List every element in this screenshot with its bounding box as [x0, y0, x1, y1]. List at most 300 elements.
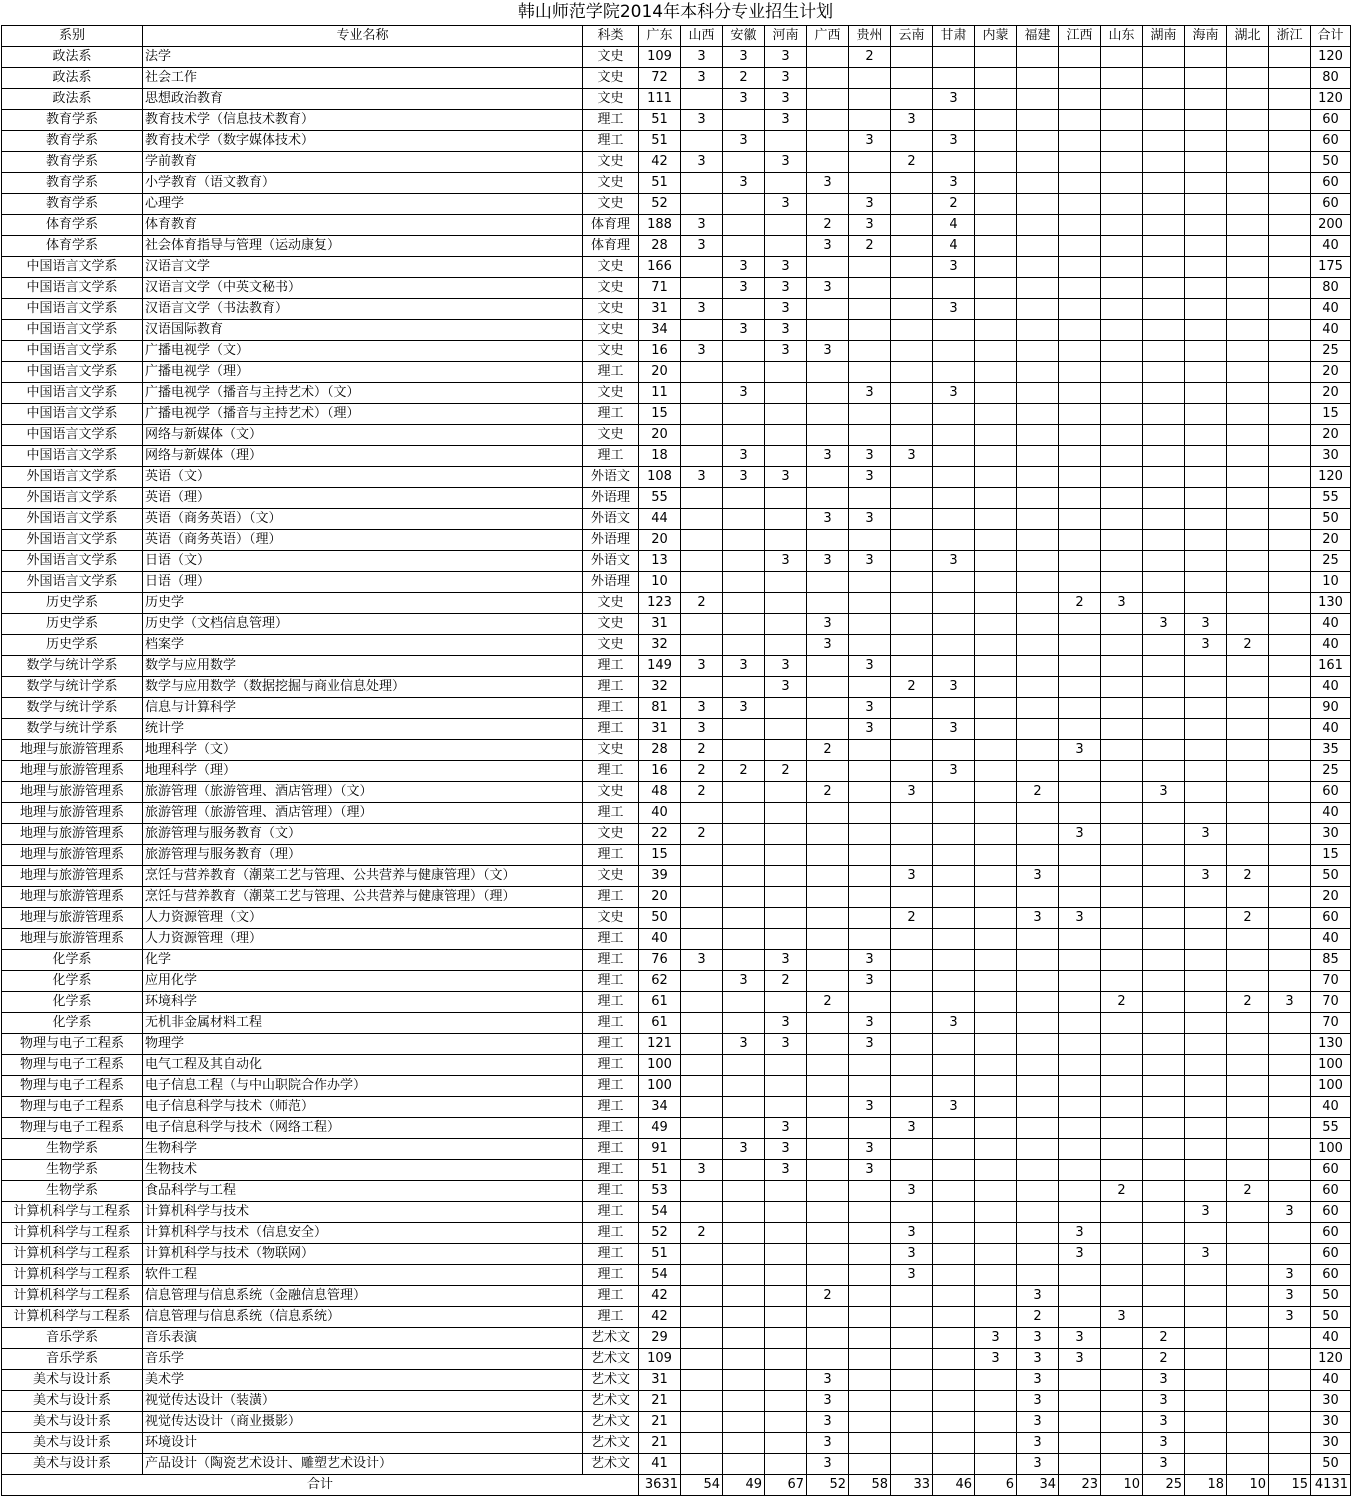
- quota-cell: [1017, 383, 1059, 404]
- quota-cell: [765, 530, 807, 551]
- row-total-cell: 40: [1311, 320, 1351, 341]
- quota-cell: [849, 1328, 891, 1349]
- quota-cell: 51: [639, 1160, 681, 1181]
- quota-cell: [1227, 971, 1269, 992]
- quota-cell: 3: [891, 110, 933, 131]
- quota-cell: 3: [891, 1223, 933, 1244]
- quota-cell: [807, 1160, 849, 1181]
- enrollment-table: [1, 25, 1351, 1496]
- total-cell: 10: [1227, 1475, 1269, 1496]
- table-row: [2, 782, 1351, 803]
- table-row: [2, 1328, 1351, 1349]
- quota-cell: [1143, 467, 1185, 488]
- major-name-cell: 思想政治教育: [143, 89, 583, 110]
- header-row: [2, 26, 1351, 47]
- quota-cell: [681, 1097, 723, 1118]
- table-row: [2, 887, 1351, 908]
- quota-cell: [1185, 845, 1227, 866]
- quota-cell: [891, 614, 933, 635]
- quota-cell: 3: [1269, 1265, 1311, 1286]
- quota-cell: [1017, 824, 1059, 845]
- quota-cell: [975, 740, 1017, 761]
- quota-cell: [933, 1370, 975, 1391]
- quota-cell: [1269, 299, 1311, 320]
- subject-type-cell: 文史: [583, 299, 639, 320]
- quota-cell: [933, 1349, 975, 1370]
- row-total-cell: 70: [1311, 992, 1351, 1013]
- quota-cell: [1017, 572, 1059, 593]
- quota-cell: 3: [723, 656, 765, 677]
- quota-cell: [975, 152, 1017, 173]
- quota-cell: [849, 740, 891, 761]
- quota-cell: [1017, 1223, 1059, 1244]
- row-total-cell: 20: [1311, 530, 1351, 551]
- quota-cell: [1101, 278, 1143, 299]
- subject-type-cell: 理工: [583, 656, 639, 677]
- quota-cell: [765, 509, 807, 530]
- quota-cell: [1269, 593, 1311, 614]
- subject-type-cell: 理工: [583, 677, 639, 698]
- row-total-cell: 120: [1311, 47, 1351, 68]
- quota-cell: [1269, 719, 1311, 740]
- quota-cell: 54: [639, 1202, 681, 1223]
- quota-cell: [1059, 1118, 1101, 1139]
- quota-cell: [765, 635, 807, 656]
- subject-type-cell: 体育理: [583, 236, 639, 257]
- quota-cell: [1101, 1034, 1143, 1055]
- quota-cell: [849, 1055, 891, 1076]
- quota-cell: [1185, 236, 1227, 257]
- quota-cell: [1059, 194, 1101, 215]
- totals-row: [2, 1475, 1351, 1496]
- quota-cell: [1101, 467, 1143, 488]
- quota-cell: [681, 1307, 723, 1328]
- quota-cell: [1101, 845, 1143, 866]
- quota-cell: [1059, 488, 1101, 509]
- major-name-cell: 生物技术: [143, 1160, 583, 1181]
- subject-type-cell: 文史: [583, 614, 639, 635]
- quota-cell: [1269, 341, 1311, 362]
- quota-cell: [1227, 1265, 1269, 1286]
- row-total-cell: 50: [1311, 866, 1351, 887]
- quota-cell: [723, 1265, 765, 1286]
- quota-cell: [723, 740, 765, 761]
- quota-cell: 3: [765, 278, 807, 299]
- quota-cell: [1017, 740, 1059, 761]
- quota-cell: [1143, 152, 1185, 173]
- quota-cell: [1059, 803, 1101, 824]
- major-name-cell: 英语（商务英语）（理）: [143, 530, 583, 551]
- quota-cell: 3: [849, 509, 891, 530]
- quota-cell: [1227, 593, 1269, 614]
- quota-cell: [723, 1181, 765, 1202]
- quota-cell: [849, 824, 891, 845]
- subject-type-cell: 文史: [583, 635, 639, 656]
- quota-cell: 3: [1101, 593, 1143, 614]
- quota-cell: [1017, 1097, 1059, 1118]
- quota-cell: [1143, 845, 1185, 866]
- quota-cell: [975, 1265, 1017, 1286]
- quota-cell: [849, 278, 891, 299]
- quota-cell: [1059, 1202, 1101, 1223]
- quota-cell: [891, 341, 933, 362]
- subject-type-cell: 文史: [583, 47, 639, 68]
- quota-cell: [975, 425, 1017, 446]
- quota-cell: [1143, 1055, 1185, 1076]
- quota-cell: 3: [723, 698, 765, 719]
- table-row: [2, 152, 1351, 173]
- quota-cell: 3: [933, 257, 975, 278]
- quota-cell: 20: [639, 887, 681, 908]
- quota-cell: [933, 887, 975, 908]
- quota-cell: [1185, 593, 1227, 614]
- table-row: [2, 1139, 1351, 1160]
- quota-cell: [1143, 1013, 1185, 1034]
- quota-cell: [1269, 47, 1311, 68]
- quota-cell: [1143, 446, 1185, 467]
- row-total-cell: 120: [1311, 467, 1351, 488]
- quota-cell: [1101, 1202, 1143, 1223]
- table-row: [2, 992, 1351, 1013]
- major-name-cell: 环境科学: [143, 992, 583, 1013]
- quota-cell: [1185, 761, 1227, 782]
- row-total-cell: 60: [1311, 1223, 1351, 1244]
- quota-cell: [1143, 404, 1185, 425]
- quota-cell: [975, 131, 1017, 152]
- major-name-cell: 心理学: [143, 194, 583, 215]
- major-name-cell: 统计学: [143, 719, 583, 740]
- quota-cell: [723, 236, 765, 257]
- row-total-cell: 60: [1311, 1265, 1351, 1286]
- quota-cell: [723, 215, 765, 236]
- quota-cell: [1017, 1244, 1059, 1265]
- quota-cell: [807, 845, 849, 866]
- quota-cell: [1227, 929, 1269, 950]
- quota-cell: [1143, 173, 1185, 194]
- quota-cell: [765, 866, 807, 887]
- quota-cell: [1143, 1202, 1185, 1223]
- quota-cell: [807, 677, 849, 698]
- quota-cell: [1017, 47, 1059, 68]
- quota-cell: [1227, 1391, 1269, 1412]
- quota-cell: 3: [723, 446, 765, 467]
- quota-cell: [1185, 740, 1227, 761]
- major-name-cell: 网络与新媒体（理）: [143, 446, 583, 467]
- quota-cell: [1143, 278, 1185, 299]
- department-cell: 数学与统计学系: [2, 719, 143, 740]
- quota-cell: 2: [765, 971, 807, 992]
- quota-cell: [975, 614, 1017, 635]
- quota-cell: [1101, 1454, 1143, 1475]
- quota-cell: [891, 656, 933, 677]
- column-header: 专业名称: [143, 26, 583, 47]
- quota-cell: [681, 1034, 723, 1055]
- quota-cell: [1269, 782, 1311, 803]
- quota-cell: [849, 152, 891, 173]
- quota-cell: [681, 362, 723, 383]
- quota-cell: 3: [1017, 1433, 1059, 1454]
- quota-cell: [1269, 1223, 1311, 1244]
- quota-cell: [1227, 1160, 1269, 1181]
- quota-cell: [765, 1391, 807, 1412]
- quota-cell: [1143, 509, 1185, 530]
- quota-cell: [807, 1244, 849, 1265]
- quota-cell: [1185, 698, 1227, 719]
- quota-cell: [681, 845, 723, 866]
- quota-cell: [1227, 761, 1269, 782]
- quota-cell: [1185, 1370, 1227, 1391]
- quota-cell: [1101, 404, 1143, 425]
- quota-cell: 3: [849, 1097, 891, 1118]
- quota-cell: [1227, 1223, 1269, 1244]
- quota-cell: [1185, 278, 1227, 299]
- quota-cell: [1101, 551, 1143, 572]
- quota-cell: [975, 824, 1017, 845]
- quota-cell: [1185, 719, 1227, 740]
- major-name-cell: 人力资源管理（理）: [143, 929, 583, 950]
- quota-cell: [765, 992, 807, 1013]
- quota-cell: 3: [681, 341, 723, 362]
- quota-cell: [765, 614, 807, 635]
- quota-cell: [681, 1013, 723, 1034]
- quota-cell: [849, 866, 891, 887]
- quota-cell: [1269, 425, 1311, 446]
- quota-cell: [933, 992, 975, 1013]
- subject-type-cell: 外语理: [583, 572, 639, 593]
- column-header: 广西: [807, 26, 849, 47]
- quota-cell: [807, 1181, 849, 1202]
- quota-cell: 3: [723, 383, 765, 404]
- row-total-cell: 161: [1311, 656, 1351, 677]
- quota-cell: [1017, 89, 1059, 110]
- quota-cell: 3: [765, 194, 807, 215]
- quota-cell: [765, 1244, 807, 1265]
- quota-cell: 34: [639, 1097, 681, 1118]
- quota-cell: 149: [639, 656, 681, 677]
- quota-cell: [849, 593, 891, 614]
- quota-cell: [933, 698, 975, 719]
- quota-cell: [681, 383, 723, 404]
- quota-cell: [1143, 362, 1185, 383]
- quota-cell: [807, 1328, 849, 1349]
- quota-cell: [1059, 1181, 1101, 1202]
- column-header: 湖北: [1227, 26, 1269, 47]
- quota-cell: [891, 1139, 933, 1160]
- quota-cell: [1059, 383, 1101, 404]
- quota-cell: [1185, 992, 1227, 1013]
- quota-cell: [681, 1118, 723, 1139]
- quota-cell: [1227, 1412, 1269, 1433]
- row-total-cell: 100: [1311, 1076, 1351, 1097]
- quota-cell: [765, 1370, 807, 1391]
- quota-cell: [723, 299, 765, 320]
- quota-cell: [765, 929, 807, 950]
- quota-cell: [1059, 656, 1101, 677]
- quota-cell: 50: [639, 908, 681, 929]
- quota-cell: [1185, 341, 1227, 362]
- quota-cell: 108: [639, 467, 681, 488]
- subject-type-cell: 艺术文: [583, 1328, 639, 1349]
- row-total-cell: 60: [1311, 131, 1351, 152]
- quota-cell: [933, 404, 975, 425]
- quota-cell: [849, 887, 891, 908]
- table-row: [2, 110, 1351, 131]
- quota-cell: [1143, 383, 1185, 404]
- quota-cell: [891, 1286, 933, 1307]
- quota-cell: 3: [1269, 1286, 1311, 1307]
- quota-cell: 3: [1143, 1454, 1185, 1475]
- quota-cell: [723, 593, 765, 614]
- department-cell: 美术与设计系: [2, 1454, 143, 1475]
- quota-cell: [681, 257, 723, 278]
- quota-cell: 3: [891, 866, 933, 887]
- quota-cell: [807, 467, 849, 488]
- quota-cell: [765, 1055, 807, 1076]
- quota-cell: [1185, 887, 1227, 908]
- quota-cell: [933, 1244, 975, 1265]
- quota-cell: [891, 194, 933, 215]
- quota-cell: 51: [639, 173, 681, 194]
- quota-cell: 3: [933, 551, 975, 572]
- quota-cell: 3: [723, 131, 765, 152]
- major-name-cell: 电子信息工程（与中山职院合作办学）: [143, 1076, 583, 1097]
- quota-cell: [1185, 1223, 1227, 1244]
- quota-cell: [1227, 236, 1269, 257]
- quota-cell: 3: [849, 551, 891, 572]
- quota-cell: 3: [807, 1433, 849, 1454]
- quota-cell: [891, 1328, 933, 1349]
- quota-cell: [1143, 215, 1185, 236]
- quota-cell: 3: [975, 1349, 1017, 1370]
- quota-cell: [1227, 1139, 1269, 1160]
- quota-cell: 2: [807, 782, 849, 803]
- quota-cell: [1227, 173, 1269, 194]
- quota-cell: [1143, 677, 1185, 698]
- quota-cell: 3: [849, 971, 891, 992]
- quota-cell: 54: [639, 1265, 681, 1286]
- quota-cell: [1227, 1328, 1269, 1349]
- quota-cell: 51: [639, 1244, 681, 1265]
- major-name-cell: 广播电视学（播音与主持艺术）（文）: [143, 383, 583, 404]
- quota-cell: 3: [765, 47, 807, 68]
- quota-cell: [1227, 341, 1269, 362]
- quota-cell: [975, 362, 1017, 383]
- quota-cell: [1269, 950, 1311, 971]
- subject-type-cell: 文史: [583, 425, 639, 446]
- quota-cell: [891, 278, 933, 299]
- quota-cell: [723, 1454, 765, 1475]
- quota-cell: 3: [1059, 1223, 1101, 1244]
- quota-cell: [933, 1055, 975, 1076]
- quota-cell: [723, 1202, 765, 1223]
- major-name-cell: 广播电视学（播音与主持艺术）（理）: [143, 404, 583, 425]
- quota-cell: [807, 887, 849, 908]
- quota-cell: [1143, 887, 1185, 908]
- quota-cell: [849, 1307, 891, 1328]
- subject-type-cell: 体育理: [583, 215, 639, 236]
- quota-cell: 61: [639, 1013, 681, 1034]
- subject-type-cell: 理工: [583, 1181, 639, 1202]
- quota-cell: [723, 572, 765, 593]
- quota-cell: [1017, 614, 1059, 635]
- quota-cell: [1269, 1139, 1311, 1160]
- quota-cell: [1059, 1034, 1101, 1055]
- quota-cell: 41: [639, 1454, 681, 1475]
- quota-cell: [1185, 320, 1227, 341]
- quota-cell: [765, 425, 807, 446]
- quota-cell: [1017, 362, 1059, 383]
- quota-cell: 100: [639, 1055, 681, 1076]
- row-total-cell: 130: [1311, 1034, 1351, 1055]
- department-cell: 数学与统计学系: [2, 677, 143, 698]
- quota-cell: 2: [807, 992, 849, 1013]
- column-header: 福建: [1017, 26, 1059, 47]
- quota-cell: [1059, 278, 1101, 299]
- row-total-cell: 30: [1311, 1391, 1351, 1412]
- quota-cell: 3: [765, 1034, 807, 1055]
- row-total-cell: 30: [1311, 1412, 1351, 1433]
- quota-cell: [975, 446, 1017, 467]
- quota-cell: [1059, 110, 1101, 131]
- column-header: 河南: [765, 26, 807, 47]
- quota-cell: [1269, 1097, 1311, 1118]
- quota-cell: [975, 320, 1017, 341]
- quota-cell: [765, 215, 807, 236]
- quota-cell: [891, 299, 933, 320]
- department-cell: 地理与旅游管理系: [2, 803, 143, 824]
- quota-cell: [1143, 656, 1185, 677]
- quota-cell: [891, 1202, 933, 1223]
- quota-cell: [1185, 152, 1227, 173]
- department-cell: 地理与旅游管理系: [2, 866, 143, 887]
- quota-cell: 3: [891, 1181, 933, 1202]
- quota-cell: 2: [681, 824, 723, 845]
- quota-cell: [681, 446, 723, 467]
- subject-type-cell: 理工: [583, 110, 639, 131]
- quota-cell: [807, 1076, 849, 1097]
- quota-cell: [723, 1370, 765, 1391]
- quota-cell: [849, 908, 891, 929]
- subject-type-cell: 文史: [583, 68, 639, 89]
- quota-cell: 111: [639, 89, 681, 110]
- quota-cell: [1227, 1349, 1269, 1370]
- quota-cell: [1269, 698, 1311, 719]
- quota-cell: [933, 1181, 975, 1202]
- quota-cell: [1269, 110, 1311, 131]
- quota-cell: 21: [639, 1391, 681, 1412]
- row-total-cell: 25: [1311, 761, 1351, 782]
- quota-cell: [1185, 551, 1227, 572]
- quota-cell: [1143, 740, 1185, 761]
- quota-cell: [723, 152, 765, 173]
- quota-cell: [1269, 509, 1311, 530]
- quota-cell: [891, 509, 933, 530]
- quota-cell: [1227, 68, 1269, 89]
- quota-cell: [1185, 1160, 1227, 1181]
- table-row: [2, 803, 1351, 824]
- quota-cell: [1143, 1160, 1185, 1181]
- quota-cell: [975, 1391, 1017, 1412]
- quota-cell: [1269, 803, 1311, 824]
- quota-cell: [1101, 257, 1143, 278]
- quota-cell: [1017, 635, 1059, 656]
- quota-cell: [1227, 1202, 1269, 1223]
- quota-cell: [723, 1055, 765, 1076]
- quota-cell: [681, 971, 723, 992]
- quota-cell: [1059, 1391, 1101, 1412]
- department-cell: 音乐学系: [2, 1328, 143, 1349]
- quota-cell: [975, 1244, 1017, 1265]
